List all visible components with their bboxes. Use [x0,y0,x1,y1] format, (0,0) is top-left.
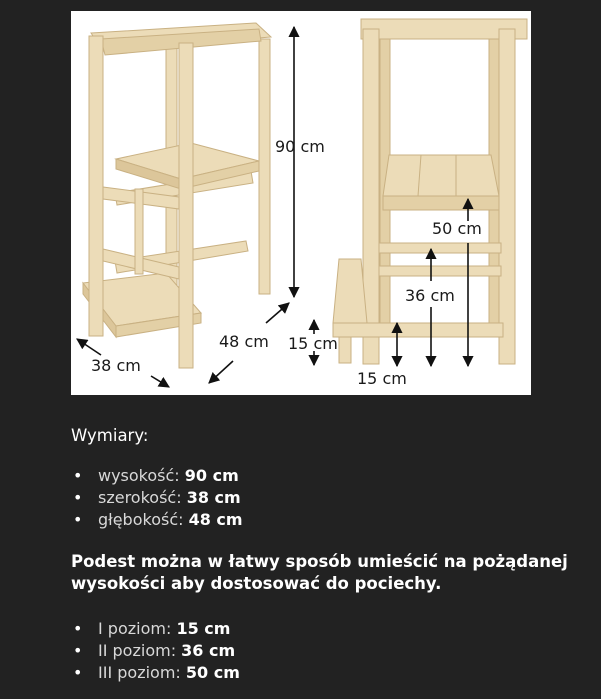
spec-label: szerokość: [98,488,182,507]
product-photo [71,11,531,395]
front-right-post [179,43,193,368]
description [71,424,571,684]
list-item [71,640,571,662]
list-item [71,662,571,684]
spec-label: głębokość: [98,510,184,529]
list-item [71,487,571,509]
list-item [71,618,571,640]
dim-level2: 36 cm [405,286,455,305]
level-label: II poziom: [98,641,177,660]
list-item [71,509,571,531]
dim-level1-side: 15 cm [357,369,407,388]
dim-level1: 15 cm [288,334,338,353]
level-label: III poziom: [98,663,181,682]
level-value: 15 cm [176,619,231,638]
spec-value: 90 cm [184,466,239,485]
spec-value: 48 cm [188,510,243,529]
spec-value: 38 cm [186,488,241,507]
list-item [71,465,571,487]
level-value: 36 cm [181,641,236,660]
dim-height: 90 cm [275,137,325,156]
dimensions-list [71,465,571,531]
level-value: 50 cm [185,663,240,682]
levels-list [71,618,571,684]
spec-label: wysokość: [98,466,180,485]
dimensions-heading: Wymiary: [71,426,149,445]
dim-level3: 50 cm [432,219,482,238]
learning-tower-illustration [71,11,531,395]
level-label: I poziom: [98,619,172,638]
front-left-post [89,36,103,336]
dim-width: 38 cm [91,356,141,375]
dim-depth: 48 cm [219,332,269,351]
description-paragraph: Podest można w łatwy sposób umieścić na pożądanej wysokości aby dostosować do pociechy. [71,552,568,593]
back-right-post [259,39,270,294]
right-post [499,29,515,364]
